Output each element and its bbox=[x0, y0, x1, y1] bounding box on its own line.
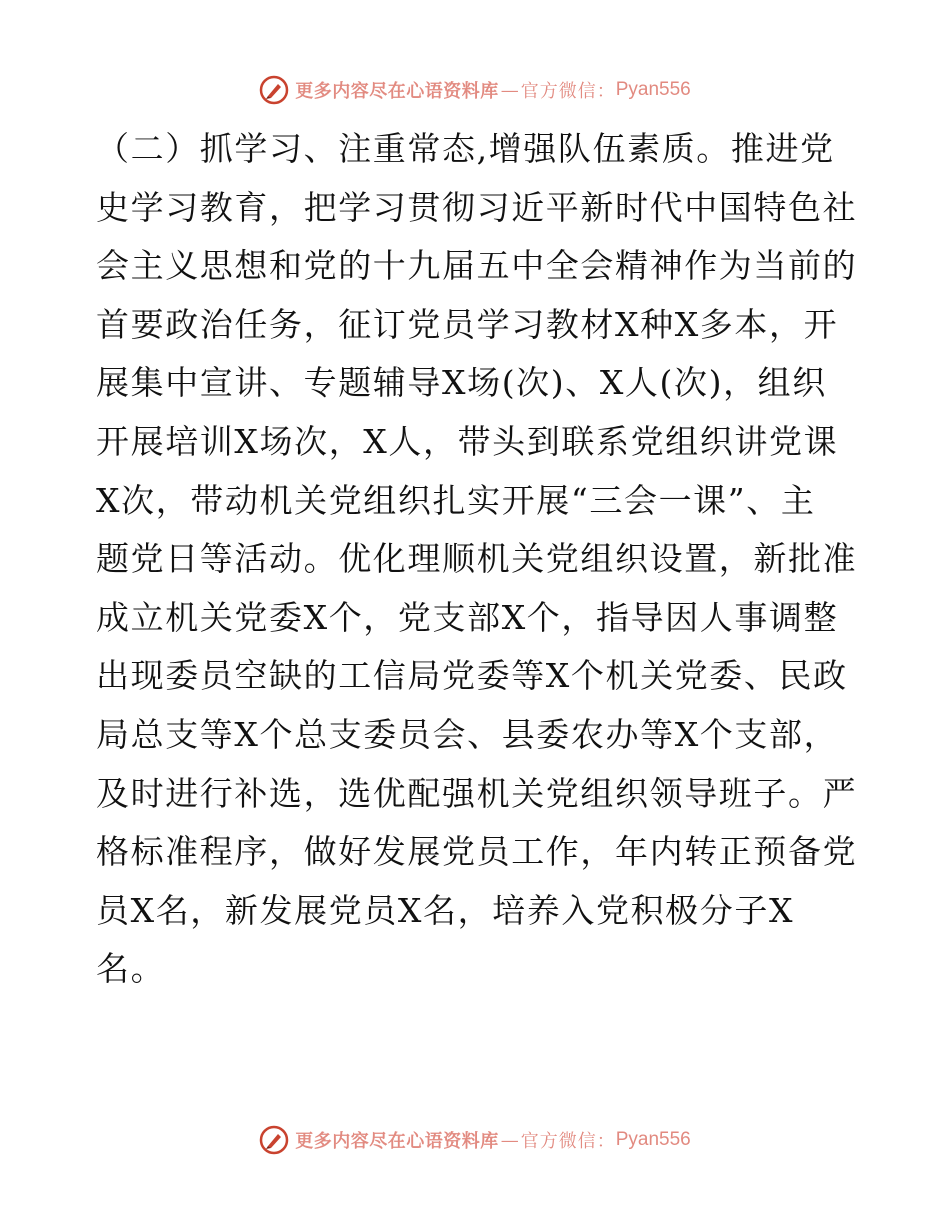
body-line: 格标准程序，做好发展党员工作，年内转正预备党 bbox=[96, 832, 858, 872]
body-line: （二）抓学习、注重常态,增强队伍素质。推进党 bbox=[96, 129, 835, 168]
body-line: 开展培训X场次，X人，带头到联系党组织讲党课 bbox=[96, 421, 839, 461]
body-line: 名。 bbox=[96, 949, 166, 989]
body-line: 题党日等活动。优化理顺机关党组织设置，新批准 bbox=[96, 539, 858, 579]
watermark-text: 更多内容尽在心语资料库 bbox=[295, 1131, 499, 1152]
body-line: 会主义思想和党的十九届五中全会精神作为当前的 bbox=[96, 246, 858, 286]
body-line: X次，带动机关党组织扎实开展“三会一课”、主 bbox=[96, 480, 816, 520]
body-line: 局总支等X个总支委员会、县委农办等X个支部， bbox=[96, 714, 839, 754]
body-line: 出现委员空缺的工信局党委等X个机关党委、民政 bbox=[96, 656, 848, 696]
watermark-dash: — bbox=[500, 79, 519, 101]
watermark-official-label: 官方微信： bbox=[520, 81, 616, 102]
body-line: 首要政治任务，征订党员学习教材X种X多本，开 bbox=[96, 304, 839, 344]
header-watermark bbox=[0, 70, 950, 110]
body-line: 展集中宣讲、专题辅导X场(次)、X人(次)，组织 bbox=[96, 363, 827, 403]
body-line: 成立机关党委X个，党支部X个，指导因人事调整 bbox=[96, 597, 839, 637]
pen-nib-logo-icon bbox=[259, 1125, 289, 1155]
watermark-dash: — bbox=[500, 1129, 519, 1151]
body-line: 及时进行补选，选优配强机关党组织领导班子。严 bbox=[96, 773, 858, 813]
body-line: 员X名，新发展党员X名，培养入党积极分子X bbox=[96, 890, 795, 930]
watermark-wechat-id: Pyan556 bbox=[615, 79, 691, 100]
body-line: 史学习教育，把学习贯彻习近平新时代中国特色社 bbox=[96, 187, 858, 227]
footer-watermark bbox=[0, 1120, 950, 1160]
watermark-official-label: 官方微信： bbox=[520, 1131, 616, 1152]
watermark-text: 更多内容尽在心语资料库 bbox=[295, 81, 499, 102]
pen-nib-logo-icon bbox=[259, 75, 289, 105]
document-body bbox=[96, 120, 858, 999]
watermark-wechat-id: Pyan556 bbox=[615, 1129, 691, 1150]
